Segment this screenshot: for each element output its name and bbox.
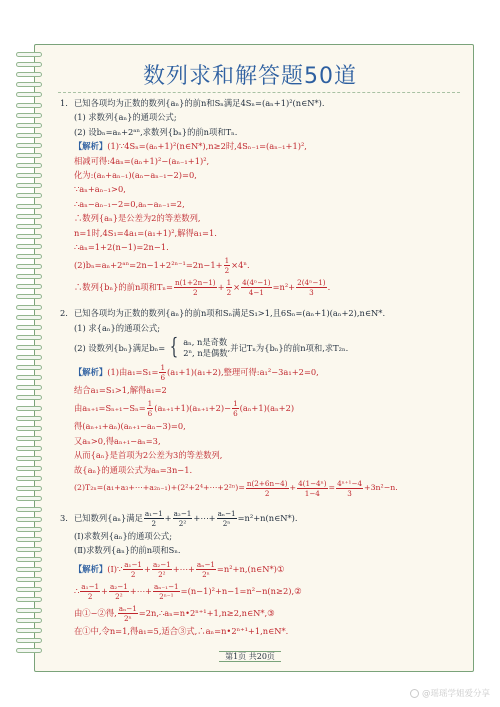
spiral-ring	[16, 567, 42, 572]
spiral-ring	[16, 365, 42, 370]
fraction: $\frac{1}{2}$	[226, 278, 232, 298]
spiral-ring	[16, 355, 42, 360]
fraction: $\frac{\text{a₂−1}}{\text{2²}}$	[152, 559, 171, 579]
spiral-ring	[16, 345, 42, 350]
fraction: $\frac{\text{a₁−1}}{2}$	[144, 509, 163, 529]
spiral-ring	[16, 597, 42, 602]
spiral-ring	[16, 628, 42, 633]
solution-tag: 【解析】	[74, 563, 108, 574]
solution-tag: 【解析】	[74, 141, 108, 152]
spiral-ring	[16, 638, 42, 643]
problem-stem: 已知各项均为正数的数列{aₙ}的前n和Sₙ满足4Sₙ=(aₙ+1)²(n∈N*).	[74, 98, 325, 108]
spiral-ring	[16, 123, 42, 128]
spiral-ring	[16, 476, 42, 481]
spiral-ring	[16, 204, 42, 209]
spiral-ring	[16, 143, 42, 148]
solution-line: 结合a₁=S₁>1,解得a₁=2	[74, 385, 167, 396]
problem-3: 3. 已知数列{aₙ}满足 $\frac{\text{a₁−1}}{2}$ + $\frac{\text{a₂−1}}{\text{2²}}$ +⋯+ $\frac{\text{aₙ−1}}{\text{2ⁿ}}$ =n²+n(n∈N*). (Ⅰ)求数列{aₙ}的通项公式; (Ⅱ)求数列{aₙ}的前n项和Sₙ. 【解析】(Ⅰ)∵ $\frac{\text{a₁−1}}{2}$ + $\frac{\text{a₂−1}}{\text{2²}}$ +⋯+ $\frac{\text{aₙ−1}}{\text{2ⁿ}}$ =n²+n,(n∈N*)① ∴ $\frac{\text{a₁−1}}{2}$ + $\frac{\text{a₂−1}}{\text{2²}}$ +⋯+ $\frac{\text{aₙ₋₁−1}}{\text{2ⁿ⁻¹}}$ =(n−1)²+n−1=n²−n(n≥2),② 由①−②得, $\frac{\text{aₙ−1}}{\text{2ⁿ}}$ =2n,∴aₙ=n•2ⁿ⁺¹+1,n≥2,n∈N*,③ 在①中,令n=1,得a₁=5,适合③式,∴aₙ=n•2ⁿ⁺¹+1,n∈N*.	[60, 507, 464, 638]
solution-line: 【解析】(Ⅰ)∵ $\frac{\text{a₁−1}}{2}$ + $\frac{\text{a₂−1}}{\text{2²}}$ +⋯+ $\frac{\text{aₙ−1}}{\text{2ⁿ}}$ =n²+n,(n∈N*)①	[74, 559, 285, 579]
problem-2	[60, 306, 464, 499]
spiral-ring	[16, 335, 42, 340]
fraction: $\frac{\text{aₙ−1}}{\text{2ⁿ}}$	[118, 603, 137, 623]
spiral-ring	[16, 547, 42, 552]
solution-line: 在①中,令n=1,得a₁=5,适合③式,∴aₙ=n•2ⁿ⁺¹+1,n∈N*.	[74, 625, 289, 636]
title-divider	[58, 92, 460, 93]
fraction: $\frac{\text{a₂−1}}{\text{2²}}$	[173, 509, 192, 529]
piecewise-cases: aₙ, n是奇数 2ⁿ, n是偶数	[183, 337, 228, 359]
spiral-ring	[16, 517, 42, 522]
fraction: $\frac{\text{a₁−1}}{2}$	[81, 581, 100, 601]
sub-question-1: (Ⅰ)求数列{aₙ}的通项公式;	[74, 531, 173, 542]
spiral-ring	[16, 183, 42, 188]
sub-question-2: (2) 设bₙ=aₙ+2ᵃⁿ,求数列{bₙ}的前n项和Tₙ.	[74, 126, 238, 137]
solution-line: ∴数列{bₙ}的前n项和Tₙ= $\frac{n(1+2n-1)}{2}$ + $\frac{1}{2}$ × $\frac{\text{4(4ⁿ−1)}}{4-1}$ =n²+ $\frac{\text{2(4ⁿ−1)}}{3}$ .	[74, 278, 331, 298]
spiral-ring	[16, 426, 42, 431]
spiral-ring	[16, 456, 42, 461]
spiral-ring	[16, 173, 42, 178]
spiral-ring	[16, 577, 42, 582]
spiral-ring	[16, 214, 42, 219]
solution-line: ∴数列{aₙ}是公差为2的等差数列,	[74, 213, 201, 224]
spiral-binding	[16, 52, 44, 662]
spiral-ring	[16, 133, 42, 138]
spiral-ring	[16, 618, 42, 623]
solution-line: ∴aₙ−aₙ₋₁−2=0,aₙ−aₙ₋₁=2,	[74, 198, 185, 209]
spiral-ring	[16, 294, 42, 299]
solution-line: 又aₙ>0,得aₙ₊₁−aₙ=3,	[74, 435, 161, 446]
problem-stem: 已知各项均为正数的数列{aₙ}的前n项和Sₙ满足S₁>1,且6Sₙ=(aₙ+1)(aₙ+2),n∈N*.	[74, 308, 386, 319]
spiral-ring	[16, 193, 42, 198]
page-title: 数列求和解答题50道	[143, 64, 357, 89]
fraction: $\frac{1}{2}$	[224, 256, 230, 276]
fraction: $\frac{n(2+6n-4)}{2}$	[246, 478, 288, 498]
fraction: $\frac{\text{a₂−1}}{\text{2²}}$	[110, 581, 128, 601]
solution-line: ∵aₙ+aₙ₋₁>0,	[74, 184, 126, 195]
solution-line: n=1时,4S₁=4a₁=(a₁+1)²,解得a₁=1.	[74, 227, 217, 238]
fraction: $\frac{\text{aₙ₋₁−1}}{\text{2ⁿ⁻¹}}$	[153, 581, 179, 601]
solution-line: 化为:(aₙ+aₙ₋₁)(aₙ−aₙ₋₁−2)=0,	[74, 169, 197, 180]
spiral-ring	[16, 486, 42, 491]
fraction: $\frac{1}{6}$	[233, 399, 238, 419]
spiral-ring	[16, 234, 42, 239]
solution-line: 【解析】(1)由a₁=S₁= $\frac{1}{6}$ (a₁+1)(a₁+2),整理可得:a₁²−3a₁+2=0,	[74, 363, 319, 383]
spiral-ring	[16, 244, 42, 249]
solution-line: 得(aₙ₊₁+aₙ)(aₙ₊₁−aₙ−3)=0,	[74, 421, 186, 432]
fraction: $\frac{\text{a₁−1}}{2}$	[124, 559, 142, 579]
spiral-ring	[16, 375, 42, 380]
fraction: $\frac{\text{4(4ⁿ−1)}}{4-1}$	[242, 278, 271, 298]
problem-number: 1.	[60, 98, 68, 108]
fraction: $\frac{\text{aₙ−1}}{\text{2ⁿ}}$	[217, 509, 236, 529]
fraction: $\frac{\text{aₙ−1}}{\text{2ⁿ}}$	[196, 559, 215, 579]
spiral-ring	[16, 103, 42, 108]
watermark-logo-icon	[410, 689, 419, 698]
spiral-ring	[16, 325, 42, 330]
spiral-ring	[16, 406, 42, 411]
spiral-ring	[16, 264, 42, 269]
spiral-ring	[16, 608, 42, 613]
solution-line: 由①−②得, $\frac{\text{aₙ−1}}{\text{2ⁿ}}$ =2n,∴aₙ=n•2ⁿ⁺¹+1,n≥2,n∈N*,③	[74, 603, 275, 623]
spiral-ring	[16, 557, 42, 562]
spiral-ring	[16, 224, 42, 229]
spiral-ring	[16, 587, 42, 592]
solution-line: 从而{aₙ}是首项为2公差为3的等差数列,	[74, 450, 223, 461]
spiral-ring	[16, 507, 42, 512]
spiral-ring	[16, 527, 42, 532]
fraction: $\frac{n(1+2n-1)}{2}$	[174, 278, 216, 298]
fraction: $\frac{\text{2(4ⁿ−1)}}{3}$	[297, 278, 326, 298]
spiral-ring	[16, 163, 42, 168]
spiral-ring	[16, 496, 42, 501]
spiral-ring	[16, 274, 42, 279]
fraction: $\frac{1}{6}$	[160, 363, 166, 383]
spiral-ring	[16, 416, 42, 421]
sub-question-1: (1) 求数列{aₙ}的通项公式;	[74, 112, 177, 123]
solution-tag: 【解析】	[74, 367, 108, 378]
sub-question-2: (Ⅱ)求数列{aₙ}的前n项和Sₙ.	[74, 545, 181, 556]
spiral-ring	[16, 153, 42, 158]
spiral-ring	[16, 305, 42, 310]
sub-question-1: (1) 求{aₙ}的通项公式;	[74, 322, 161, 333]
solution-line: 由aₙ₊₁=Sₙ₊₁−Sₙ= $\frac{1}{6}$ (aₙ₊₁+1)(aₙ₊₁+2)− $\frac{1}{6}$ (aₙ+1)(aₙ+2)	[74, 399, 295, 419]
fraction: $\frac{\text{4(1−4ⁿ)}}{1-4}$	[298, 478, 327, 498]
spiral-ring	[16, 385, 42, 390]
solution-line: (2)T₂ₙ=(a₁+a₃+⋯+a₂ₙ₋₁)+(2²+2⁴+⋯+2²ⁿ)= $\frac{n(2+6n-4)}{2}$ + $\frac{\text{4(1−4ⁿ)}}{1-4}$ = $\frac{\text{4ⁿ⁺¹−4}}{3}$ +3n²−n.	[74, 478, 398, 498]
spiral-ring	[16, 113, 42, 118]
spiral-ring	[16, 436, 42, 441]
sub-question-2: (2) 设数列{bₙ}满足bₙ= { aₙ, n是奇数 2ⁿ, n是偶数 ,并记Tₙ为{bₙ}的前n项和,求T₂ₙ.	[74, 335, 349, 361]
problem-list	[60, 96, 464, 638]
fraction: $\frac{\text{4ⁿ⁺¹−4}}{3}$	[337, 478, 363, 498]
solution-line: 相减可得:4aₙ=(aₙ+1)²−(aₙ₋₁+1)²,	[74, 155, 210, 166]
solution-line: (1)∵4Sₙ=(aₙ+1)²(n∈N*),n≥2时,4Sₙ₋₁=(aₙ₋₁+1)²,	[107, 141, 307, 152]
solution-line: ∴aₙ=1+2(n−1)=2n−1.	[74, 241, 169, 252]
spiral-ring	[16, 284, 42, 289]
spiral-ring	[16, 446, 42, 451]
brace-symbol: {	[169, 335, 179, 361]
page-footer: 第1页 共20页	[0, 651, 500, 662]
spiral-ring	[16, 466, 42, 471]
spiral-ring	[16, 395, 42, 400]
spiral-ring	[16, 92, 42, 97]
solution-line: (2)bₙ=aₙ+2ᵃⁿ=2n−1+2²ⁿ⁻¹=2n−1+ $\frac{1}{2}$ ×4ⁿ.	[74, 256, 250, 276]
problem-number: 2.	[60, 308, 68, 319]
spiral-ring	[16, 254, 42, 259]
spiral-ring	[16, 52, 42, 57]
solution-line: 故{aₙ}的通项公式为aₙ=3n−1.	[74, 464, 193, 475]
spiral-ring	[16, 537, 42, 542]
watermark: @瑶瑶学姐爱分享	[410, 687, 490, 699]
problem-1	[60, 96, 464, 298]
spiral-ring	[16, 315, 42, 320]
fraction: $\frac{1}{6}$	[147, 399, 153, 419]
solution-line: ∴ $\frac{\text{a₁−1}}{2}$ + $\frac{\text{a₂−1}}{\text{2²}}$ +⋯+ $\frac{\text{aₙ₋₁−1}}{\text{2ⁿ⁻¹}}$ =(n−1)²+n−1=n²−n(n≥2),②	[74, 581, 302, 601]
problem-number: 3.	[60, 513, 68, 524]
